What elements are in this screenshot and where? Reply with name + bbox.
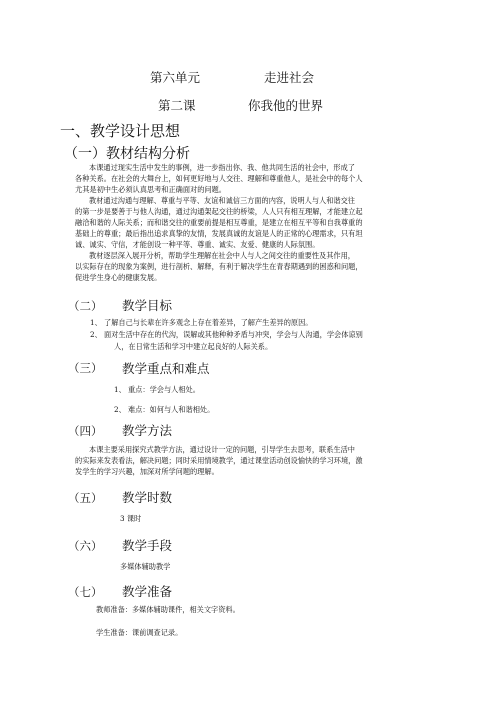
focus-item-2: 2、 难点：如何与人和谐相处。 (114, 405, 215, 414)
text-line: 促进学生身心的健康发展。 (75, 272, 162, 282)
heading-hours: 教学时数 (122, 490, 173, 505)
text-line: 以实际存在的现象为案例，进行剖析、解释，有利于解决学生在青春期遇到的困惑和问题， (75, 261, 363, 271)
unit-title: 走进社会 (264, 70, 315, 85)
text-line: 各种关系。在社会的大舞台上，如何更好地与人交往、理解和尊重他人，是社会中的每个人 (75, 173, 363, 183)
heading-focus: 教学重点和难点 (122, 361, 210, 376)
student-prep: 学生准备：课前调查记录。 (96, 628, 183, 637)
paragraph-textbook-1 (75, 163, 427, 196)
hours-value: 3 课时 (120, 514, 142, 523)
text-line: 尤其是初中生必须认真思考和正确面对的问题。 (75, 184, 226, 194)
lesson-title: 你我他的世界 (248, 98, 324, 113)
text-line: 诚、诚实、守信，才能创设一种平等、尊重、诚实、友爱、健康的人际氛围。 (75, 239, 320, 249)
text-line: 教材逐层深入展开分析，帮助学生理解在社会中人与人之间交往的重要性及其作用， (89, 251, 355, 260)
heading-means: 教学手段 (122, 538, 173, 553)
heading-number-method: （四） (68, 424, 103, 438)
paragraph-textbook-3 (75, 251, 427, 284)
means-value: 多媒体辅助教学 (120, 562, 171, 571)
text-line: 教材通过沟通与理解、尊重与平等、友谊和诚信三方面的内容，说明人与人和谐交往 (89, 196, 355, 205)
paragraph-method (75, 445, 427, 478)
heading-number-focus: （三） (68, 361, 103, 375)
goal-item-1: 1、 了解自己与长辈在许多观念上存在着差异，了解产生差异的原因。 (90, 318, 313, 327)
heading-goals: 教学目标 (122, 298, 173, 313)
paragraph-textbook-2 (75, 196, 427, 251)
heading-number-goals: （二） (68, 299, 103, 313)
text-line: 的实际来发表看法，解决问题；同时采用情境教学，通过课堂活动创设愉快的学习环境，激 (75, 455, 363, 465)
text-line: 本课主要采用探究式教学方法，通过设计一定的问题，引导学生去思考，联系生活中 (89, 445, 355, 454)
focus-item-1: 1、 重点：学会与人相处。 (114, 385, 200, 394)
goal-item-2: 2、 面对生活中存在的代沟，误解或其他种种矛盾与冲突，学会与人沟通，学会体谅别 (90, 330, 363, 339)
text-line: 发学生的学习兴趣，加深对所学问题的理解。 (75, 466, 219, 476)
heading-number-means: （六） (68, 539, 103, 553)
text-line: 融洽和谐的人际关系；而和谐交往的重要前提是相互尊重，是建立在相互平等和自我尊重的 (75, 217, 363, 227)
heading-textbook-analysis: （一）教材结构分析 (64, 146, 190, 162)
heading-number-prep: （七） (68, 585, 103, 599)
teacher-prep: 教师准备：多媒体辅助课件，相关文字资料。 (96, 605, 240, 614)
heading-prep: 教学准备 (122, 584, 173, 599)
text-line: 的第一步是要善于与他人沟通，通过沟通架起交往的桥梁，人人只有相互理解，才能建立起 (75, 206, 363, 216)
section-title-design: 一、教学设计思想 (60, 122, 181, 140)
text-line: 基础上的尊重；最后指出追求真挚的友情，发展真诚的友谊是人的正常的心理需求，只有坦 (75, 228, 363, 238)
heading-method: 教学方法 (122, 423, 173, 438)
lesson-label: 第二课 (158, 98, 196, 113)
goal-item-2-cont: 人，在日常生活和学习中建立起良好的人际关系。 (114, 342, 273, 351)
text-line: 本课通过现实生活中发生的事例，进一步指出你、我、他共同生活的社会中，形成了 (89, 163, 355, 172)
unit-label: 第六单元 (150, 70, 201, 85)
heading-number-hours: （五） (68, 491, 103, 505)
